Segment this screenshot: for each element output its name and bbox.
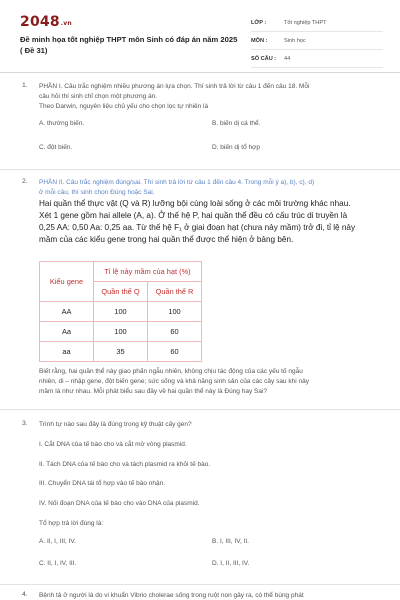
question-text-line: Biết rằng, hai quần thể này giao phấn ngẫu nhiên, không chịu tác động của các yếu tố ngẫu xyxy=(39,368,303,375)
question-number: 4. xyxy=(22,591,28,598)
question-divider xyxy=(0,584,400,585)
col-genotype-header: Kiểu gene xyxy=(40,262,94,302)
section-intro-line: ở mỗi câu, thí sinh chọn Đúng hoặc Sai. xyxy=(39,188,155,196)
question-stem-line: Hai quần thể thực vật (Q và R) lưỡng bội cùng loài sống ở các môi trường khác nhau. xyxy=(39,198,351,208)
meta-panel xyxy=(251,14,383,68)
r-value-cell: 60 xyxy=(148,342,202,362)
genotype-cell: AA xyxy=(40,302,94,322)
table-row xyxy=(40,342,202,362)
option-a[interactable]: A. thường biến. xyxy=(39,120,85,128)
question-body xyxy=(39,367,385,396)
answer-options xyxy=(39,120,385,154)
question-divider xyxy=(0,409,400,410)
genotype-cell: Aa xyxy=(40,322,94,342)
logo-text: 2048 xyxy=(20,14,60,30)
question-stem-line: 0,25 AA: 0,50 Aa: 0,25 aa. Từ thế hệ F₁ ở giai đoạn hạt (chưa nảy mầm) trở đi, tỉ lệ nảy xyxy=(39,222,356,232)
q-value-cell: 35 xyxy=(94,342,148,362)
q-value-cell: 100 xyxy=(94,322,148,342)
col-r-header: Quần thể R xyxy=(148,282,202,302)
col-q-header: Quần thể Q xyxy=(94,282,148,302)
question-number: 2. xyxy=(22,178,28,185)
meta-key: SỐ CÂU : xyxy=(251,55,277,62)
option-c[interactable]: C. II, I, IV, III. xyxy=(39,559,77,567)
question-text: Trình tự nào sau đây là đúng trong kỹ thuật cấy gen? xyxy=(39,421,192,428)
question-stem-line: Xét 1 gene gồm hai allele (A, a). Ở thế hệ P, hai quần thể đều có cấu trúc di truyền là xyxy=(39,210,348,220)
question-text-line: câu hỏi thí sinh chỉ chọn một phương án. xyxy=(39,92,158,100)
question-divider xyxy=(0,169,400,170)
question-body xyxy=(39,178,385,246)
table-header-row xyxy=(40,262,202,282)
option-b[interactable]: B. I, III, IV, II. xyxy=(212,537,249,545)
meta-row-subject xyxy=(251,32,383,50)
question-number: 3. xyxy=(22,420,28,427)
option-b[interactable]: B. biến dị cá thể. xyxy=(212,120,261,128)
site-logo[interactable] xyxy=(20,14,72,30)
question-text-line: nhiên, di – nhập gene, đột biến gene; sức sống và khả năng sinh sản của các cây sau khi nảy xyxy=(39,377,309,385)
table-row xyxy=(40,322,202,342)
question-body xyxy=(39,420,385,572)
meta-row-count xyxy=(251,50,383,68)
option-d[interactable]: D. biến dị tổ hợp xyxy=(212,144,260,152)
meta-value: Sinh học xyxy=(284,37,306,44)
question-text-line: mầm là như nhau. Mỗi phát biểu sau đây về hai quần thể này là Đúng hay Sai? xyxy=(39,387,268,395)
question-number: 1. xyxy=(22,82,28,89)
table-row xyxy=(40,302,202,322)
meta-row-grade xyxy=(251,14,383,32)
group-header: Tỉ lệ nảy mầm của hạt (%) xyxy=(94,262,202,282)
question-text-line: Theo Darwin, nguyên liệu chủ yếu cho chọn lọc tự nhiên là xyxy=(39,102,209,110)
question-body xyxy=(39,82,385,154)
r-value-cell: 100 xyxy=(148,302,202,322)
option-a[interactable]: A. II, I, III, IV. xyxy=(39,537,76,545)
answer-prompt: Tổ hợp trả lời đúng là: xyxy=(39,519,104,527)
meta-key: LỚP : xyxy=(251,19,267,26)
step-line: IV. Nối đoạn DNA của tế bào cho vào DNA của plasmid. xyxy=(39,500,200,508)
document-title: Đề minh họa tốt nghiệp THPT môn Sinh có đáp án năm 2025 ( Đề 31) xyxy=(20,35,238,55)
meta-value: 44 xyxy=(284,55,291,62)
header-divider xyxy=(0,72,400,73)
germination-table-wrap xyxy=(22,261,202,362)
q-value-cell: 100 xyxy=(94,302,148,322)
r-value-cell: 60 xyxy=(148,322,202,342)
meta-value: Tốt nghiệp THPT xyxy=(284,19,327,26)
logo-suffix: .vn xyxy=(60,20,72,27)
question-body xyxy=(39,591,385,600)
step-line: II. Tách DNA của tế bào cho và tách plasmid ra khỏi tế bào. xyxy=(39,460,211,468)
option-c[interactable]: C. đột biến. xyxy=(39,144,73,152)
question-text-line: PHẦN I. Câu trắc nghiệm nhiều phương án lựa chọn. Thí sinh trả lời từ câu 1 đến câu 18. Mỗi xyxy=(39,83,310,90)
germination-table xyxy=(39,261,202,362)
option-d[interactable]: D. I, II, III, IV. xyxy=(212,559,250,567)
answer-options xyxy=(39,538,385,572)
meta-key: MÔN : xyxy=(251,37,268,44)
step-line: I. Cắt DNA của tế bào cho và cắt mở vòng plasmid. xyxy=(39,440,187,448)
page-header xyxy=(0,0,400,66)
question-text: Bệnh tả ở người là do vi khuẩn Vibrio cholerae sống trong ruột non gây ra, có thể bùng phát xyxy=(39,592,304,599)
step-line: III. Chuyển DNA tái tổ hợp vào tế bào nhận. xyxy=(39,480,166,488)
question-stem-line: mầm của các kiểu gene trong hai quần thể được thể hiện ở bảng bên. xyxy=(39,234,294,244)
genotype-cell: aa xyxy=(40,342,94,362)
section-intro-line: PHẦN II. Câu trắc nghiệm đúng/sai. Thí sinh trả lời từ câu 1 đến câu 4. Trong mỗi ý a), b), c), d) xyxy=(39,179,315,186)
